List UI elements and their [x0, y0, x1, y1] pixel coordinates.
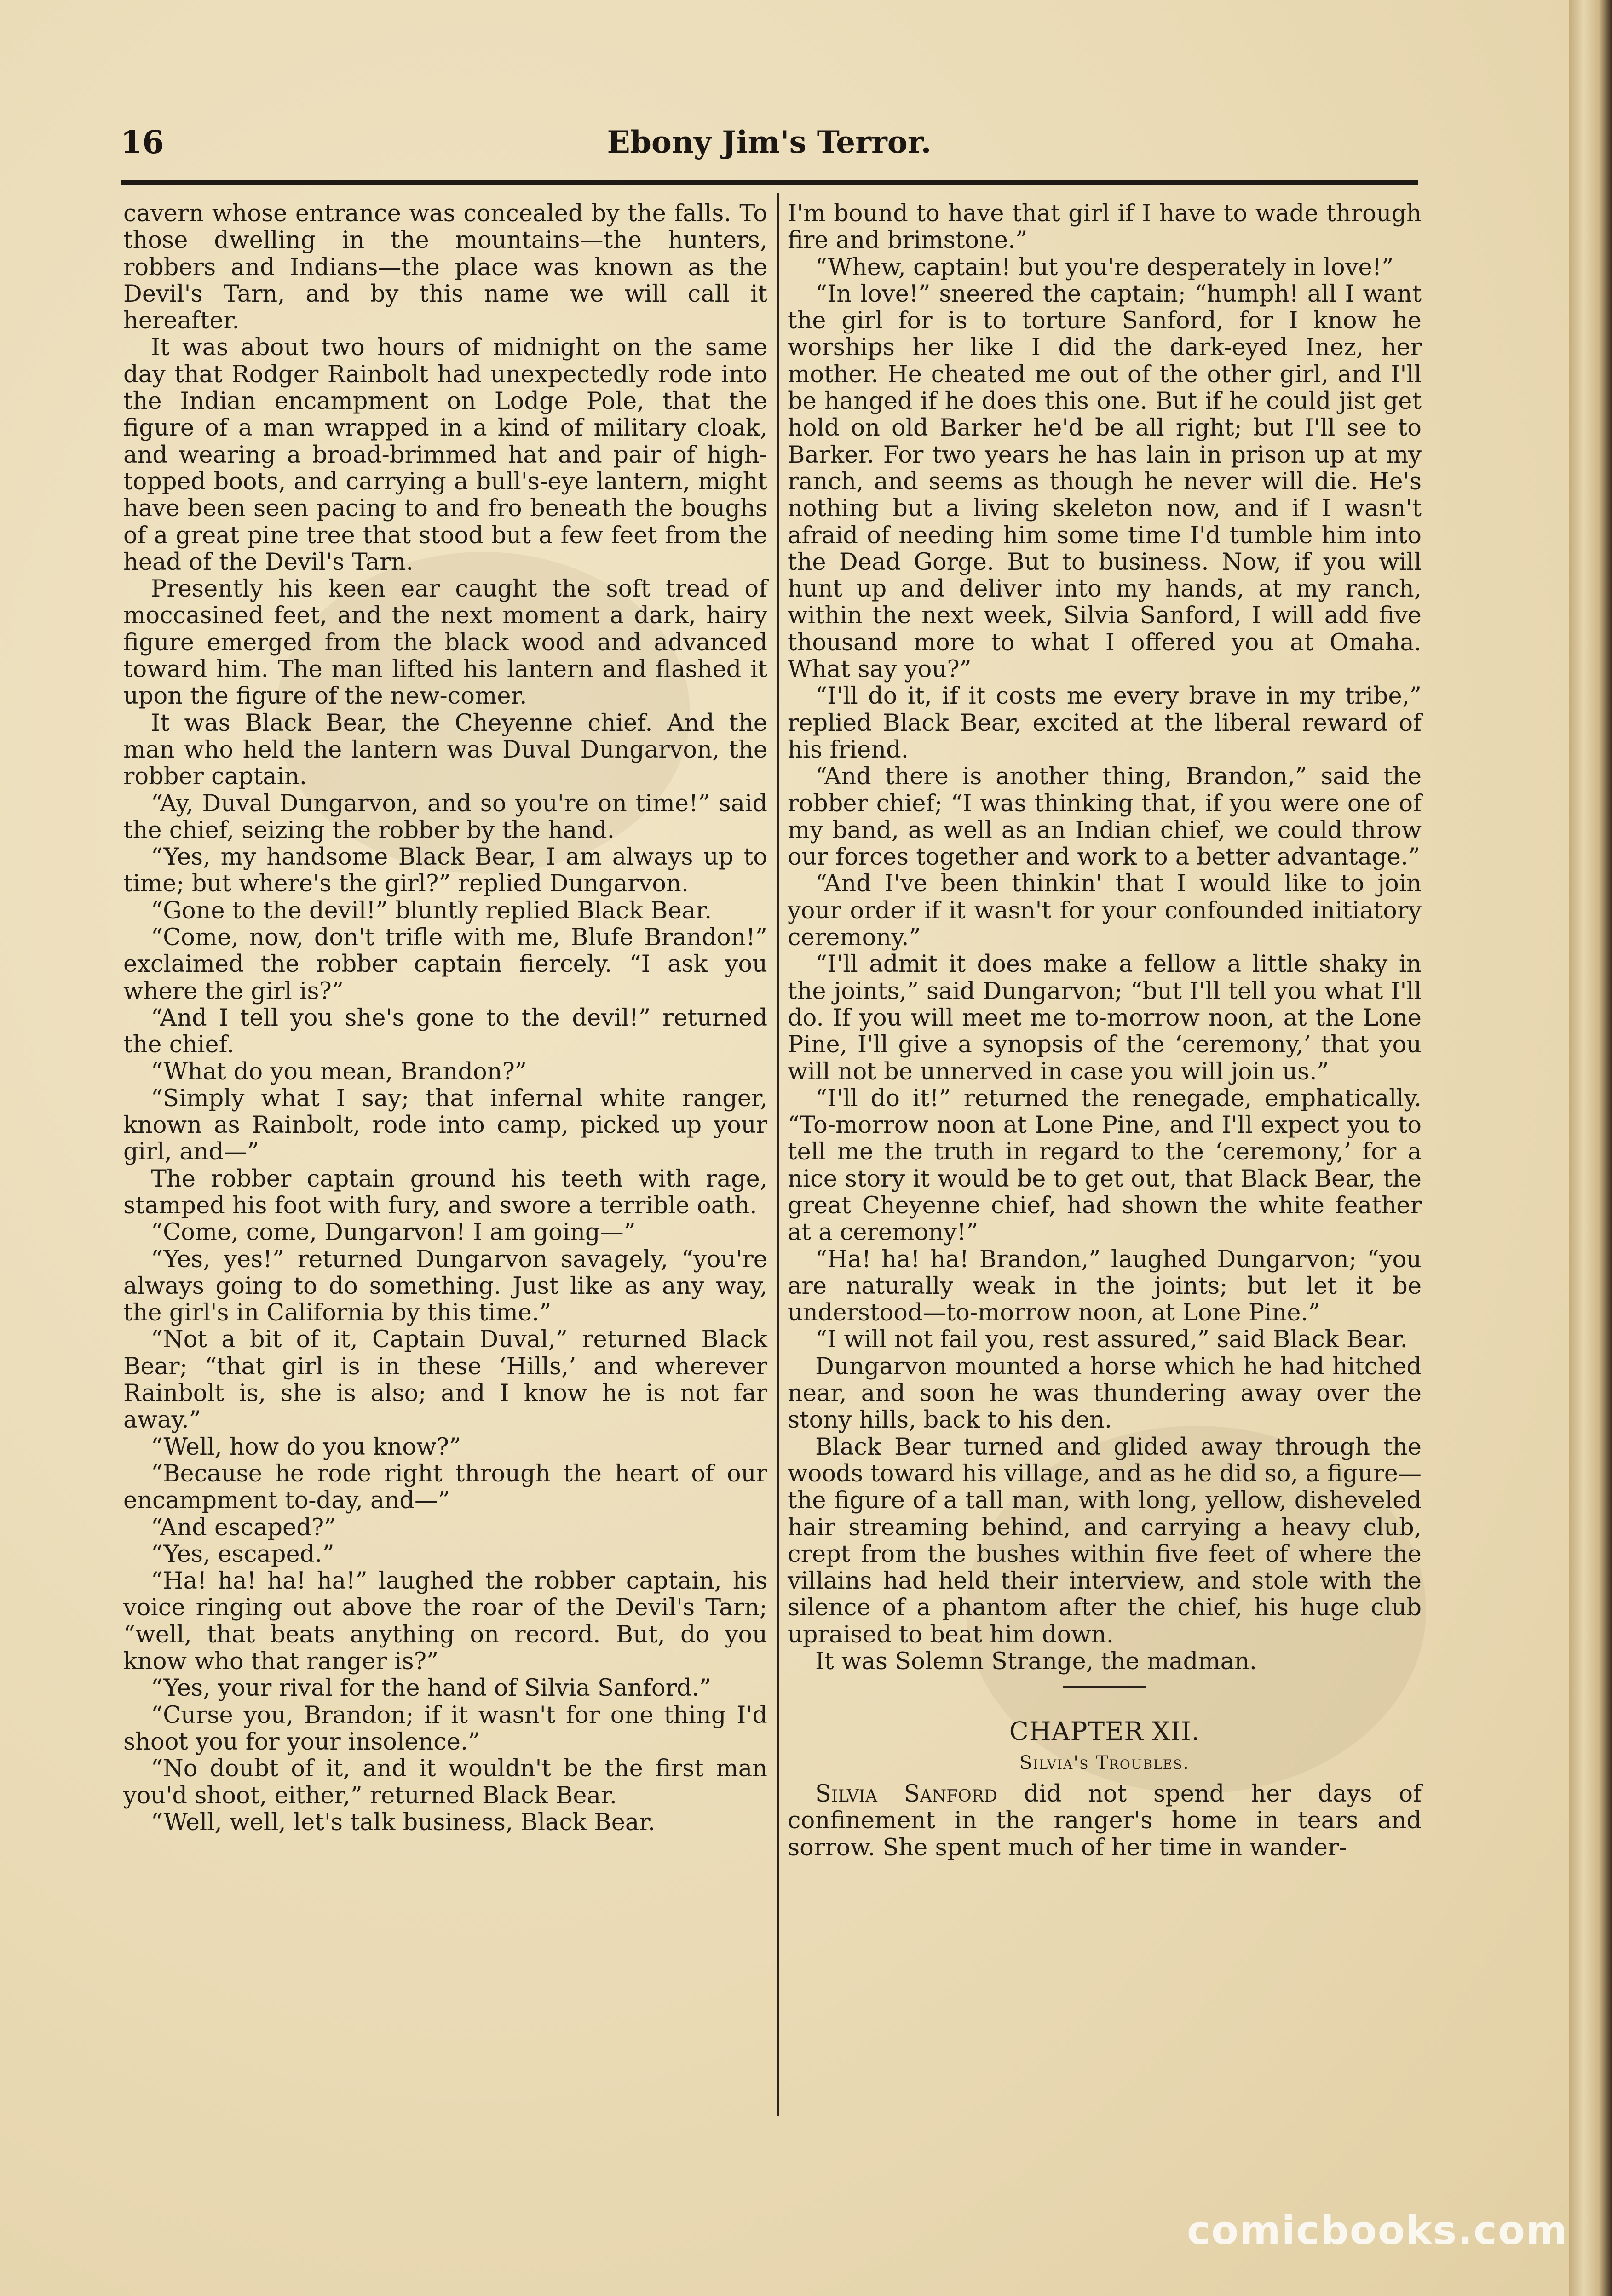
paragraph: Presently his keen ear caught the soft tread of moccasined feet, and the next moment a dark, hairy figure emerged from the black wood and advanced toward him. The man lifted his lantern and flashed it upon the figure of the new-comer. [123, 575, 767, 710]
watermark: comicbooks.com [1187, 2208, 1568, 2254]
paragraph: “Come, now, don't trifle with me, Blufe Brandon!” exclaimed the robber captain fiercely. “I ask you where the girl is?” [123, 924, 767, 1005]
paragraph: “Yes, your rival for the hand of Silvia Sanford.” [151, 1675, 711, 1702]
paragraph: “What do you mean, Brandon?” [151, 1058, 527, 1085]
paragraph: “And I tell you she's gone to the devil!” returned the chief. [123, 1004, 767, 1059]
paragraph: It was Solemn Strange, the madman. [815, 1648, 1257, 1676]
chapter-opening-text: did not spend her days of confinement in the ranger's home in tears and sorrow. She spent much of her time in wander- [788, 1780, 1422, 1861]
right-column-paragraphs [788, 201, 1422, 1675]
column-separator [777, 193, 779, 2116]
chapter-heading: CHAPTER XII. [1009, 1716, 1200, 1746]
paragraph: “Not a bit of it, Captain Duval,” returned Black Bear; “that girl is in these ‘Hills,’ and wherever Rainbolt is, she is also; and I know he is not far away.” [123, 1326, 767, 1434]
paragraph: “And there is another thing, Brandon,” said the robber chief; “I was thinking that, if you were one of my band, as well as an Indian chief, we could throw our forces together and work to a better advantage.” [788, 763, 1422, 871]
paragraph: “Yes, yes!” returned Dungarvon savagely, “you're always going to do something. Just like as any way, the girl's in California by this time.” [123, 1246, 767, 1327]
paragraph: “Ha! ha! ha! Brandon,” laughed Dungarvon; “you are naturally weak in the joints; but let it be understood—to-morrow noon, at Lone Pine.” [788, 1246, 1422, 1327]
right-column [788, 201, 1422, 1861]
paragraph: “I'll do it, if it costs me every brave in my tribe,” replied Black Bear, excited at the liberal reward of his friend. [788, 683, 1422, 763]
paragraph: It was Black Bear, the Cheyenne chief. And the man who held the lantern was Duval Dungarvon, the robber captain. [123, 709, 767, 791]
paragraph: “Well, well, let's talk business, Black Bear. [151, 1808, 656, 1836]
paragraph: cavern whose entrance was concealed by the falls. To those dwelling in the mountains—the hunters, robbers and Indians—the place was known as the Devil's Tarn, and by this name we will call it hereafter. [123, 200, 767, 335]
chapter-opening-paragraph [788, 1781, 1422, 1861]
running-header [121, 124, 1418, 179]
paragraph: “Ha! ha! ha! ha!” laughed the robber captain, his voice ringing out above the roar of the Devil's Tarn; “well, that beats anything on record. But, do you know who that ranger is?” [123, 1567, 767, 1676]
paragraph: “And escaped?” [151, 1514, 336, 1541]
paragraph: “Gone to the devil!” bluntly replied Black Bear. [151, 897, 712, 924]
paragraph: The robber captain ground his teeth with rage, stamped his foot with fury, and swore a terrible oath. [123, 1165, 767, 1219]
chapter-subheading: Silvia's Troubles. [1019, 1752, 1190, 1774]
running-title: Ebony Jim's Terror. [607, 124, 932, 160]
paragraph: “Simply what I say; that infernal white ranger, known as Rainbolt, rode into camp, picked up your girl, and—” [123, 1085, 767, 1166]
left-column [123, 201, 767, 1836]
paragraph: “Because he rode right through the heart of our encampment to-day, and—” [123, 1460, 767, 1515]
paragraph: “No doubt of it, and it wouldn't be the first man you'd shoot, either,” returned Black Bear. [123, 1755, 767, 1809]
chapter-opening-smallcaps: Silvia Sanford [815, 1780, 997, 1808]
paragraph: “I will not fail you, rest assured,” said Black Bear. [815, 1326, 1408, 1354]
paragraph: “Come, come, Dungarvon! I am going—” [151, 1219, 636, 1246]
header-rule [121, 180, 1418, 185]
paragraph: Black Bear turned and glided away through the woods toward his village, and as he did so, a figure—the figure of a tall man, with long, yellow, disheveled hair streaming behind, and carrying a heavy club, crept from the bushes within five feet of where the villains had held their interview, and stole with the silence of a phantom after the chief, his huge club upraised to beat him down. [788, 1433, 1422, 1648]
paragraph: “Well, how do you know?” [151, 1433, 461, 1461]
paragraph: “I'll do it!” returned the renegade, emphatically. “To-morrow noon at Lone Pine, and I'll expect you to tell me the truth in regard to the ‘ceremony,’ for a nice story it would be to get out, that Black Bear, the great Cheyenne chief, had shown the white feather at a ceremony!” [788, 1085, 1422, 1246]
paragraph: “Ay, Duval Dungarvon, and so you're on time!” said the chief, seizing the robber by the hand. [123, 790, 767, 844]
paragraph: Dungarvon mounted a horse which he had hitched near, and soon he was thundering away over the stony hills, back to his den. [788, 1353, 1422, 1434]
paragraph: “Curse you, Brandon; if it wasn't for one thing I'd shoot you for your insolence.” [123, 1701, 767, 1756]
paragraph: I'm bound to have that girl if I have to wade through fire and brimstone.” [788, 200, 1422, 254]
paragraph: “Whew, captain! but you're desperately in love!” [815, 253, 1394, 281]
chapter-divider-rule [1063, 1686, 1146, 1688]
paragraph: It was about two hours of midnight on the same day that Rodger Rainbolt had unexpectedly rode into the Indian encampment on Lodge Pole, that the figure of a man wrapped in a kind of military cloak, and wearing a broad-brimmed hat and pair of high-topped boots, and carrying a bull's-eye lantern, might have been seen pacing to and fro beneath the boughs of a great pine tree that stood but a few feet from the head of the Devil's Tarn. [123, 334, 767, 576]
paragraph: “Yes, my handsome Black Bear, I am always up to time; but where's the girl?” replied Dungarvon. [123, 844, 767, 898]
page-number: 16 [121, 124, 164, 161]
book-spine-edge [1569, 0, 1612, 2296]
paragraph: “And I've been thinkin' that I would like to join your order if it wasn't for your confounded initiatory ceremony.” [788, 870, 1422, 952]
paragraph: “Yes, escaped.” [151, 1540, 334, 1568]
paragraph: “In love!” sneered the captain; “humph! all I want the girl for is to torture Sanford, for I know he worships her like I did the dark-eyed Inez, her mother. He cheated me out of the other girl, and I'll be hanged if he does this one. But if he could jist get hold on old Barker he'd be all right; but I'll see to Barker. For two years he has lain in prison up at my ranch, and seems as though he never will die. He's nothing but a living skeleton now, and if I wasn't afraid of needing him some time I'd tumble him into the Dead Gorge. But to business. Now, if you will hunt up and deliver into my hands, at my ranch, within the next week, Silvia Sanford, I will add five thousand more to what I offered you at Omaha. What say you?” [788, 280, 1422, 683]
paragraph: “I'll admit it does make a fellow a little shaky in the joints,” said Dungarvon; “but I'll tell you what I'll do. If you will meet me to-morrow noon, at the Lone Pine, I'll give a synopsis of the ‘ceremony,’ that you will not be unnerved in case you will join us.” [788, 951, 1422, 1085]
